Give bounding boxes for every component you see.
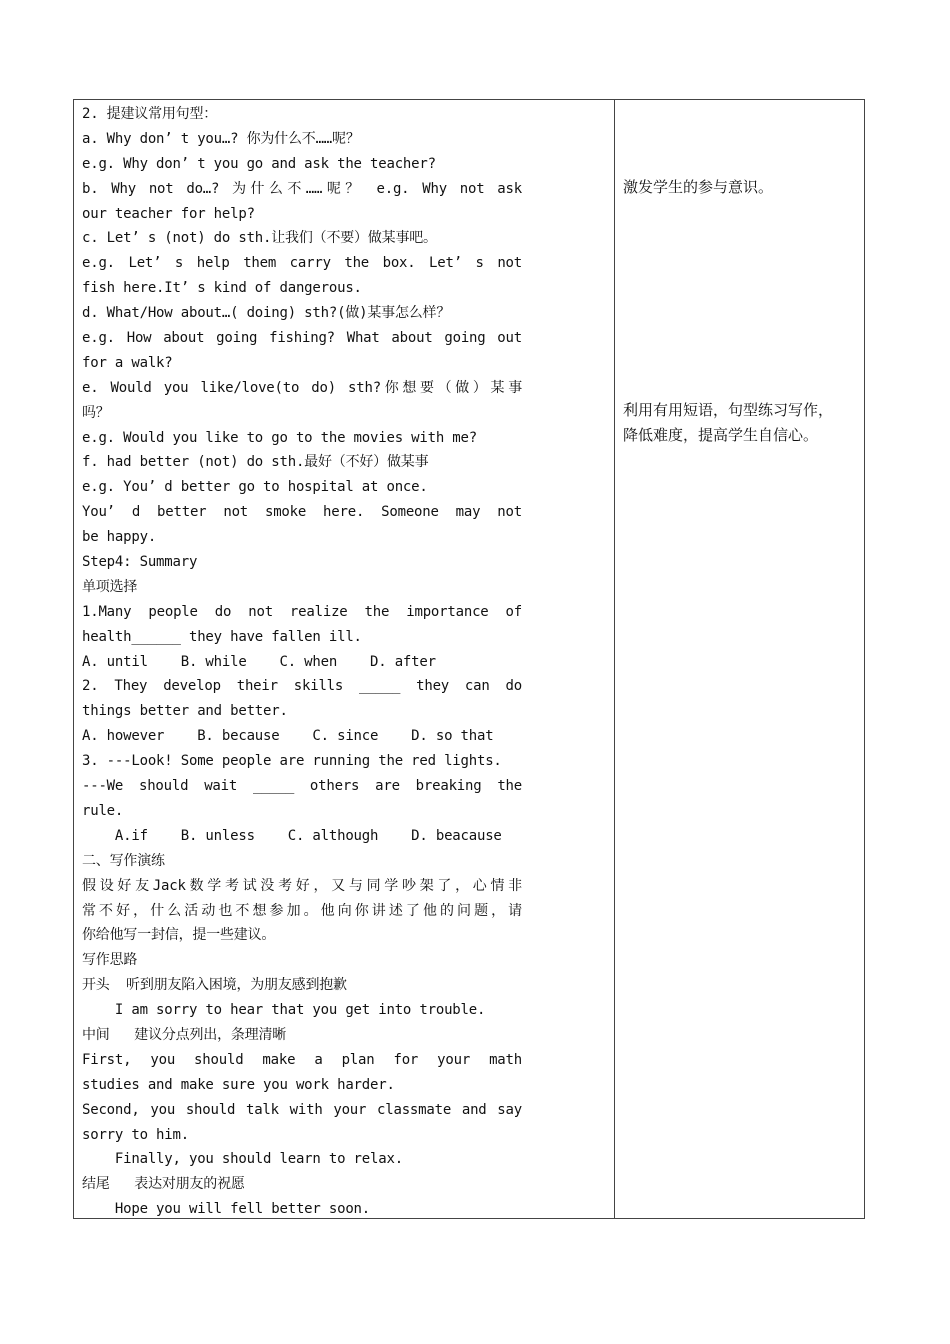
text-line: our teacher for help? (82, 205, 255, 222)
text-line: f. had better (not) do sth.最好（不好）做某事 (82, 454, 429, 471)
text-line: e.g. Would you like to go to the movies with me? (82, 429, 477, 446)
text-line: a. Why don’ t you…? 你为什么不……呢？ (82, 130, 360, 147)
text-line: sorry to him. (82, 1126, 189, 1143)
text-line: b. Why not do…? 为什么不……呢？ e.g. Why not ask (82, 180, 522, 197)
text-line: Finally, you should learn to relax. (82, 1151, 403, 1168)
text-line: Hope you will fell better soon. (82, 1201, 371, 1218)
text-line: 2. 提建议常用句型： (82, 106, 218, 122)
text-line: You’ d better not smoke here. Someone may not (82, 504, 522, 521)
text-line: 你给他写一封信，提一些建议。 (82, 927, 276, 944)
text-line: things better and better. (82, 703, 288, 720)
text-line: 3. ---Look! Some people are running the red lights. (82, 753, 502, 770)
text-line: A. until B. while C. when D. after (82, 653, 436, 670)
text-line: health______ they have fallen ill. (82, 628, 362, 645)
text-line: fish here.It’ s kind of dangerous. (82, 280, 362, 297)
text-line: 二、写作演练 (82, 852, 165, 869)
text-line: 结尾 表达对朋友的祝愿 (82, 1176, 245, 1193)
activity-column (82, 102, 522, 1222)
text-line: 写作思路 (82, 952, 138, 969)
text-line: First, you should make a plan for your math (82, 1051, 522, 1068)
text-line: e. Would you like/love(to do) sth?你想要（做）某事 (82, 379, 522, 396)
text-line: 1.Many people do not realize the importance of (82, 603, 522, 620)
text-line: rule. (82, 802, 124, 819)
purpose-note-participation: 激发学生的参与意识。 (623, 178, 774, 196)
text-line: Second, you should talk with your classmate and say (82, 1101, 522, 1118)
column-divider (614, 100, 615, 1218)
text-line: e.g. How about going fishing? What about going out (82, 330, 522, 347)
text-line: A. however B. because C. since D. so that (82, 728, 494, 745)
text-line: ---We should wait _____ others are breaking the (82, 778, 522, 795)
text-line: e.g. Why don’ t you go and ask the teacher? (82, 155, 436, 172)
text-line: 开头 听到朋友陷入困境，为朋友感到抱歉 (82, 977, 347, 994)
text-line: studies and make sure you work harder. (82, 1076, 395, 1093)
text-line: 中间 建议分点列出，条理清晰 (82, 1026, 287, 1043)
text-line: I am sorry to hear that you get into trouble. (82, 1002, 486, 1019)
purpose-note-writing-line-2: 降低难度，提高学生自信心。 (623, 425, 819, 444)
text-line: d. What/How about…( doing) sth?(做)某事怎么样？ (82, 305, 451, 322)
text-line: be happy. (82, 529, 157, 546)
text-line: 常不好，什么活动也不想参加。他向你讲述了他的问题，请 (82, 902, 522, 919)
text-line: e.g. Let’ s help them carry the box. Let’ s not (82, 255, 522, 272)
text-line: 2. They develop their skills _____ they can do (82, 678, 522, 695)
text-line: A.if B. unless C. although D. beacause (82, 827, 502, 844)
text-line: Step4: Summary (82, 554, 198, 571)
text-line: for a walk? (82, 354, 173, 371)
text-line: c. Let’ s (not) do sth.让我们（不要）做某事吧。 (82, 230, 437, 247)
purpose-note-writing-line-1: 利用有用短语，句型练习写作， (623, 401, 834, 419)
lesson-plan-table (73, 99, 865, 1219)
text-line: e.g. You’ d better go to hospital at once. (82, 479, 428, 496)
text-line: 单项选择 (82, 578, 138, 595)
purpose-note-writing (623, 398, 833, 448)
text-line: 吗？ (82, 404, 110, 421)
text-line: 假设好友Jack数学考试没考好，又与同学吵架了，心情非 (82, 877, 522, 894)
